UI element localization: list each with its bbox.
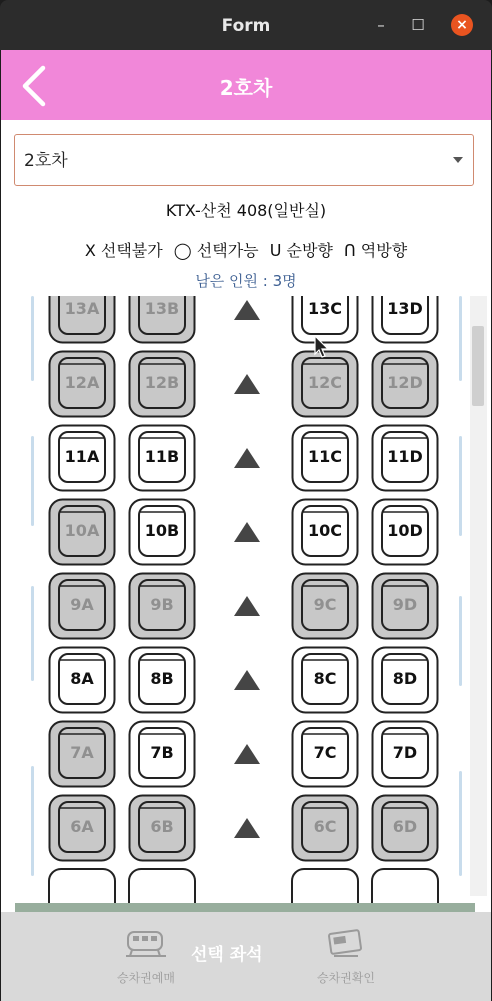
- seat-13D[interactable]: [371, 296, 439, 344]
- seat-label: 7A: [70, 743, 94, 762]
- seat-label: 7C: [313, 743, 337, 762]
- seat-label: 13A: [64, 299, 100, 318]
- seat-partial: [291, 868, 359, 904]
- seat-6C: [291, 794, 359, 862]
- bottom-bar: [1, 912, 491, 1001]
- mouse-cursor-icon: [314, 335, 330, 359]
- seat-label: 9D: [392, 595, 418, 614]
- car-select[interactable]: [14, 134, 474, 186]
- legend-available: ◯ 선택가능: [173, 241, 259, 260]
- seat-12D: [371, 350, 439, 418]
- seat-label: 8B: [150, 669, 174, 688]
- chevron-down-icon: [453, 157, 463, 163]
- seat-label: 11D: [387, 447, 423, 466]
- seat-label: 7B: [150, 743, 174, 762]
- seat-partial: [371, 868, 439, 904]
- seat-label: 13B: [144, 299, 180, 318]
- seat-partial: [128, 868, 196, 904]
- seat-label: 12D: [387, 373, 423, 392]
- seat-13B: [128, 296, 196, 344]
- seat-label: 12A: [64, 373, 100, 392]
- legend-forward: ᑌ 순방향: [269, 241, 333, 260]
- seat-9D: [371, 572, 439, 640]
- seat-9A: [48, 572, 116, 640]
- wall-rail: [31, 296, 34, 381]
- scrollbar-thumb[interactable]: [472, 326, 484, 406]
- legend-unavailable: X 선택불가: [84, 241, 163, 260]
- seat-label: 10B: [144, 521, 180, 540]
- seat-label: 9B: [150, 595, 174, 614]
- seat-label: 12C: [307, 373, 342, 392]
- app-content: [1, 50, 491, 1001]
- seat-9C: [291, 572, 359, 640]
- seat-label: 10D: [387, 521, 423, 540]
- seat-7A: [48, 720, 116, 788]
- remaining-count: 남은 인원 : 3명: [195, 272, 297, 290]
- buy-ticket-button[interactable]: [86, 912, 206, 1001]
- page-title: 2호차: [219, 76, 273, 100]
- check-ticket-label: 승차권확인: [317, 971, 375, 985]
- wall-rail: [459, 596, 462, 686]
- seat-12B: [128, 350, 196, 418]
- window-titlebar: [0, 0, 492, 50]
- seat-12C: [291, 350, 359, 418]
- seat-6A: [48, 794, 116, 862]
- seat-8D[interactable]: [371, 646, 439, 714]
- seat-7C[interactable]: [291, 720, 359, 788]
- direction-arrow-icon: [234, 522, 260, 542]
- seat-legend: [1, 238, 491, 261]
- seat-label: 6C: [313, 817, 337, 836]
- seat-8C[interactable]: [291, 646, 359, 714]
- direction-arrow-icon: [234, 374, 260, 394]
- direction-arrow-icon: [234, 670, 260, 690]
- seat-10D[interactable]: [371, 498, 439, 566]
- seat-label: 11C: [307, 447, 342, 466]
- seat-7B[interactable]: [128, 720, 196, 788]
- wall-rail: [459, 296, 462, 381]
- seat-10B[interactable]: [128, 498, 196, 566]
- seat-11B[interactable]: [128, 424, 196, 492]
- seat-label: 11A: [64, 447, 100, 466]
- seat-label: 11B: [144, 447, 180, 466]
- wall-rail: [31, 436, 34, 526]
- seat-label: 13C: [307, 299, 342, 318]
- wall-rail: [31, 586, 34, 681]
- car-select-value: 2호차: [24, 151, 68, 171]
- seat-label: 6A: [70, 817, 94, 836]
- seat-11C[interactable]: [291, 424, 359, 492]
- wall-rail: [31, 766, 34, 876]
- wall-rail: [459, 436, 462, 536]
- header-bar: [1, 50, 491, 120]
- seat-label: 6D: [392, 817, 418, 836]
- seat-label: 13D: [387, 299, 423, 318]
- seat-8A[interactable]: [48, 646, 116, 714]
- seat-11A[interactable]: [48, 424, 116, 492]
- direction-arrow-icon: [234, 818, 260, 838]
- seat-label: 12B: [144, 373, 180, 392]
- seat-12A: [48, 350, 116, 418]
- seat-map[interactable]: [1, 296, 491, 904]
- close-button[interactable]: ×: [451, 14, 473, 36]
- seat-label: 10A: [64, 521, 100, 540]
- seat-label: 8C: [313, 669, 337, 688]
- window-title: Form: [221, 16, 271, 36]
- seat-9B: [128, 572, 196, 640]
- seat-partial: [48, 868, 116, 904]
- train-info: KTX-산천 408(일반실): [165, 201, 327, 220]
- seat-label: 9A: [70, 595, 94, 614]
- seat-label: 8D: [392, 669, 418, 688]
- seat-13A: [48, 296, 116, 344]
- selected-seat-label: 선택 좌석: [191, 945, 263, 965]
- divider: [15, 903, 475, 912]
- seat-6D: [371, 794, 439, 862]
- maximize-button[interactable]: ☐: [411, 16, 425, 34]
- seat-label: 6B: [150, 817, 174, 836]
- direction-arrow-icon: [234, 300, 260, 320]
- buy-ticket-label: 승차권예매: [117, 971, 175, 985]
- wall-rail: [459, 771, 462, 876]
- seat-11D[interactable]: [371, 424, 439, 492]
- seat-10C[interactable]: [291, 498, 359, 566]
- seat-6B: [128, 794, 196, 862]
- direction-arrow-icon: [234, 448, 260, 468]
- seat-label: 7D: [392, 743, 418, 762]
- legend-backward: ᑎ 역방향: [343, 241, 408, 260]
- direction-arrow-icon: [234, 596, 260, 616]
- seat-8B[interactable]: [128, 646, 196, 714]
- direction-arrow-icon: [234, 744, 260, 764]
- train-icon: [126, 926, 166, 962]
- ticket-icon: [326, 924, 366, 962]
- seat-10A: [48, 498, 116, 566]
- minimize-button[interactable]: –: [377, 16, 385, 34]
- seat-label: 10C: [307, 521, 342, 540]
- check-ticket-button[interactable]: [286, 912, 406, 1001]
- seat-7D[interactable]: [371, 720, 439, 788]
- seat-label: 9C: [313, 595, 337, 614]
- seat-label: 8A: [70, 669, 94, 688]
